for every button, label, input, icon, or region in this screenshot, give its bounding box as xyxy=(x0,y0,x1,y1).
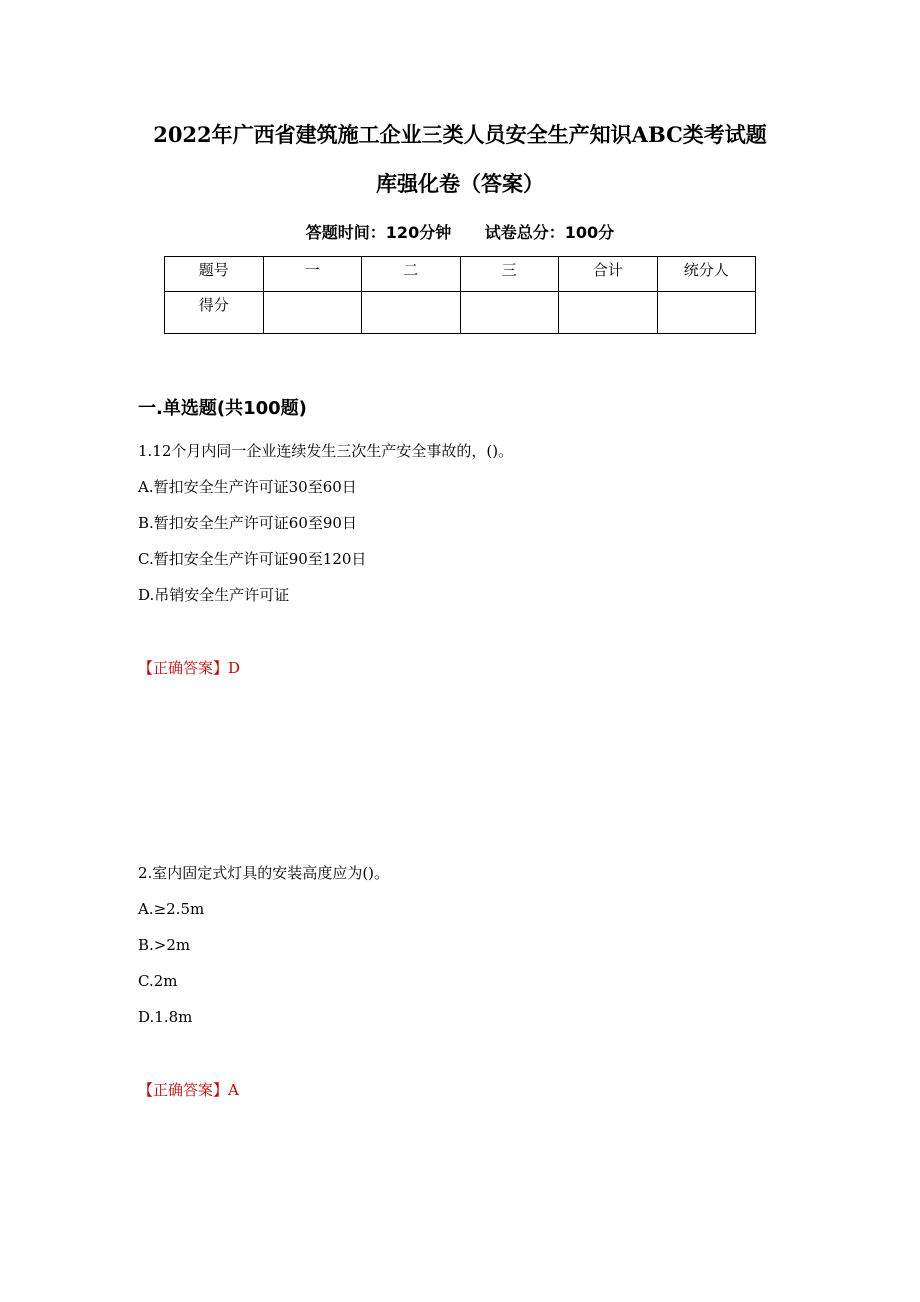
header-cell-part-1: 一 xyxy=(263,257,362,292)
score-cell xyxy=(559,292,658,334)
exam-info xyxy=(0,222,920,244)
score-table-score-row xyxy=(165,292,756,334)
header-cell-part-2: 二 xyxy=(362,257,461,292)
question-2-answer: 【正确答案】A xyxy=(138,1081,239,1099)
question-1-option-b: B.暂扣安全生产许可证60至90日 xyxy=(138,514,357,532)
question-1-stem: 1.12个月内同一企业连续发生三次生产安全事故的，()。 xyxy=(138,442,514,460)
row-label-score: 得分 xyxy=(165,292,264,334)
question-2-option-d: D.1.8m xyxy=(138,1008,193,1026)
section-title: 一.单选题(共100题) xyxy=(138,398,307,419)
header-cell-scorer: 统分人 xyxy=(657,257,756,292)
question-1-answer: 【正确答案】D xyxy=(138,659,241,677)
question-2-stem: 2.室内固定式灯具的安装高度应为()。 xyxy=(138,864,390,882)
header-cell-question-no: 题号 xyxy=(165,257,264,292)
question-1-option-d: D.吊销安全生产许可证 xyxy=(138,586,290,604)
question-2-option-b: B.>2m xyxy=(138,936,191,954)
score-table xyxy=(164,256,756,334)
total-score: 试卷总分：100分 xyxy=(484,223,615,242)
score-cell xyxy=(362,292,461,334)
question-1-option-c: C.暂扣安全生产许可证90至120日 xyxy=(138,550,367,568)
document-title-line-2: 库强化卷（答案） xyxy=(376,171,544,196)
score-table-header-row xyxy=(165,257,756,292)
header-cell-part-3: 三 xyxy=(460,257,559,292)
document-title-line-1: 2022年广西省建筑施工企业三类人员安全生产知识ABC类考试题 xyxy=(153,122,767,147)
question-2-option-a: A.≥2.5m xyxy=(138,900,205,918)
exam-time: 答题时间：120分钟 xyxy=(305,223,452,242)
score-cell xyxy=(460,292,559,334)
question-2-option-c: C.2m xyxy=(138,972,178,990)
header-cell-total: 合计 xyxy=(559,257,658,292)
score-cell xyxy=(657,292,756,334)
question-1-option-a: A.暂扣安全生产许可证30至60日 xyxy=(138,478,357,496)
score-cell xyxy=(263,292,362,334)
